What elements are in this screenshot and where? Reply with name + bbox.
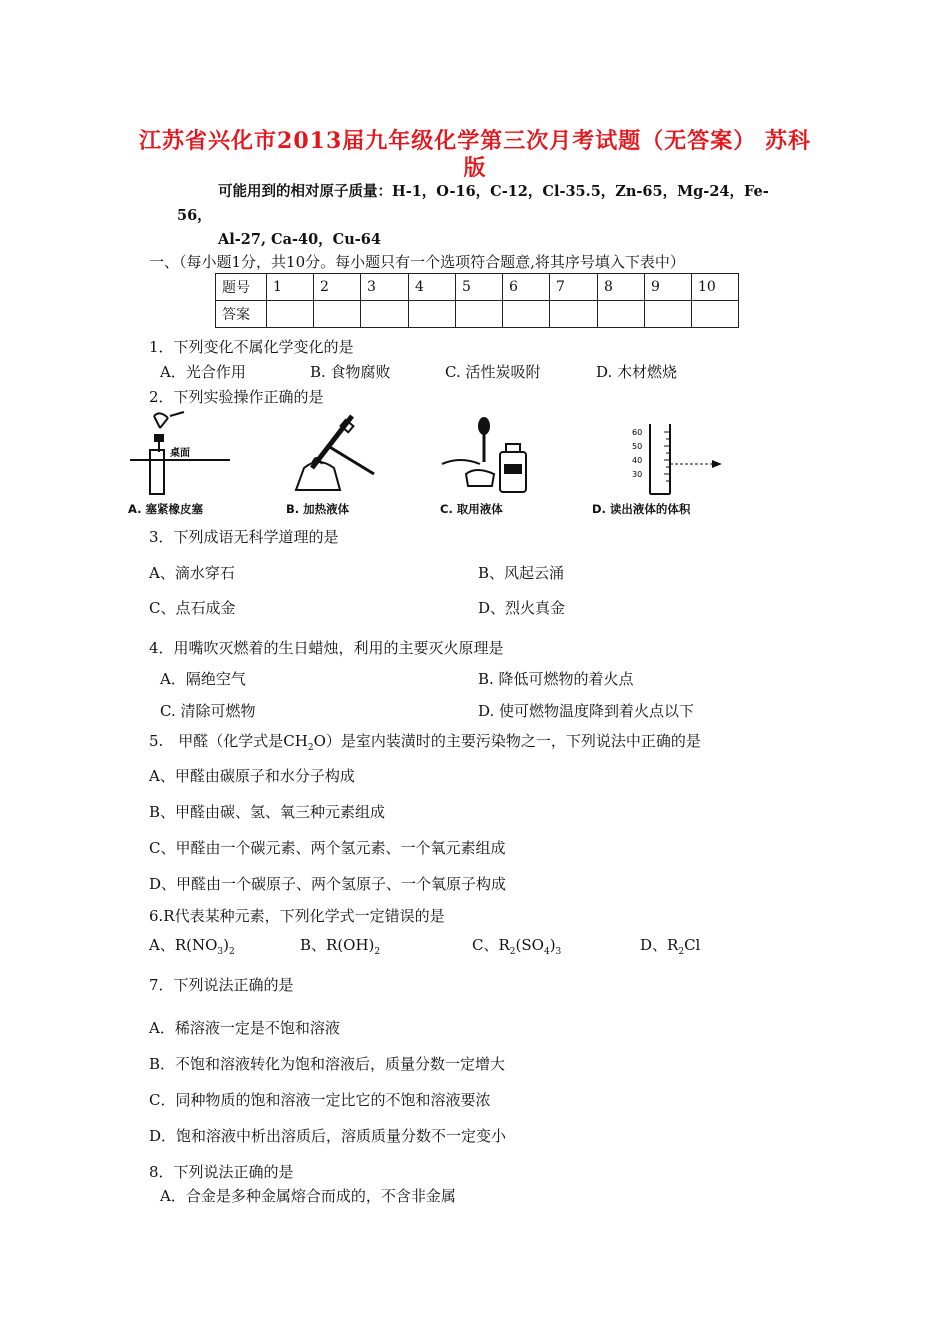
q4-option-b: B. 降低可燃物的着火点 (478, 670, 634, 688)
table-surface-label: 桌面 (170, 448, 190, 459)
formula-text: (SO (515, 936, 544, 954)
q5-option-c: C、甲醛由一个碳元素、两个氢元素、一个氧元素组成 (149, 839, 506, 857)
q1-option-b: B. 食物腐败 (310, 363, 391, 381)
q4-option-a: A．隔绝空气 (160, 670, 246, 688)
row-label-answer: 答案 (216, 301, 267, 328)
q6-option-a (149, 934, 235, 957)
q5-option-d: D、甲醛由一个碳原子、两个氢原子、一个氧原子构成 (149, 875, 507, 893)
subscript: 3 (217, 947, 224, 957)
answer-row (216, 301, 739, 328)
q4-option-c: C. 清除可燃物 (160, 702, 256, 720)
q3-stem: 3．下列成语无科学道理的是 (149, 528, 339, 546)
formula-text: Cl (684, 936, 701, 954)
number-cell: 4 (409, 274, 456, 301)
q3-option-a: A、滴水穿石 (149, 564, 235, 582)
number-cell: 6 (503, 274, 550, 301)
answer-cell[interactable] (550, 301, 598, 328)
answer-table (215, 273, 739, 328)
q8-stem: 8．下列说法正确的是 (149, 1163, 294, 1181)
q1-option-a: A．光合作用 (160, 363, 246, 381)
q4-stem: 4．用嘴吹灭燃着的生日蜡烛，利用的主要灭火原理是 (149, 639, 504, 657)
answer-cell[interactable] (361, 301, 409, 328)
question-number-row (216, 274, 739, 301)
q7-option-a: A．稀溶液一定是不饱和溶液 (149, 1019, 340, 1037)
q5-option-a: A、甲醛由碳原子和水分子构成 (149, 767, 355, 785)
q2-caption-b: B. 加热液体 (286, 502, 350, 516)
answer-cell[interactable] (409, 301, 456, 328)
subscript: 2 (678, 947, 685, 957)
atomic-masses-line2: 56， (177, 207, 212, 224)
q6-option-d (640, 934, 700, 957)
q2-caption-a: A. 塞紧橡皮塞 (128, 502, 203, 516)
formula-text: C、R (472, 936, 510, 954)
number-cell: 9 (645, 274, 692, 301)
q7-option-d: D．饱和溶液中析出溶质后，溶质质量分数不一定变小 (149, 1127, 507, 1145)
scale-label: 50 (632, 442, 643, 451)
q5-stem-text: 5. 甲醛（化学式是CH (149, 732, 308, 750)
q6-stem: 6.R代表某种元素，下列化学式一定错误的是 (149, 907, 445, 925)
q3-option-b: B、风起云涌 (478, 564, 565, 582)
answer-cell[interactable] (267, 301, 314, 328)
q5-stem (149, 730, 701, 753)
scale-label: 40 (632, 456, 643, 465)
q8-option-a: A．合金是多种金属熔合而成的，不含非金属 (160, 1187, 456, 1205)
formula-text: A、R(NO (149, 936, 218, 954)
formula-text: B、R(OH) (300, 936, 375, 954)
page-title: 江苏省兴化市2013届九年级化学第三次月考试题（无答案） 苏科 (139, 128, 811, 154)
atomic-masses-line1: 可能用到的相对原子质量：H-1，O-16，C-12，Cl-35.5，Zn-65，Mg-24，Fe- (218, 183, 769, 200)
number-cell: 8 (598, 274, 645, 301)
subscript: 4 (543, 947, 550, 957)
q3-option-d: D、烈火真金 (478, 599, 566, 617)
atomic-masses-line3: Al-27, Ca-40，Cu-64 (218, 231, 381, 248)
number-cell: 10 (692, 274, 739, 301)
q6-option-b (300, 934, 380, 957)
q1-option-c: C. 活性炭吸附 (445, 363, 541, 381)
q7-stem: 7．下列说法正确的是 (149, 976, 294, 994)
q2-caption-d: D. 读出液体的体积 (592, 502, 691, 516)
row-label-number: 题号 (216, 274, 267, 301)
figure-c-dropper (436, 408, 536, 498)
answer-cell[interactable] (456, 301, 503, 328)
figure-d-cylinder (626, 408, 736, 498)
subscript: 2 (374, 947, 381, 957)
number-cell: 7 (550, 274, 598, 301)
number-cell: 5 (456, 274, 503, 301)
subscript: 2 (307, 743, 314, 753)
answer-cell[interactable] (598, 301, 645, 328)
formula-text: ) (223, 936, 229, 954)
q6-option-c (472, 934, 561, 957)
answer-cell[interactable] (314, 301, 361, 328)
answer-cell[interactable] (503, 301, 550, 328)
number-cell: 3 (361, 274, 409, 301)
formula-text: D、R (640, 936, 679, 954)
subscript: 2 (509, 947, 516, 957)
answer-cell[interactable] (645, 301, 692, 328)
scale-label: 60 (632, 428, 643, 437)
section-heading: 一、（每小题1分，共10分。每小题只有一个选项符合题意,将其序号填入下表中） (149, 253, 685, 271)
figure-b-heating (282, 408, 382, 498)
q7-option-c: C．同种物质的饱和溶液一定比它的不饱和溶液要浓 (149, 1091, 491, 1109)
figure-a-stopper (126, 408, 236, 498)
q7-option-b: B．不饱和溶液转化为饱和溶液后，质量分数一定增大 (149, 1055, 506, 1073)
subscript: 2 (229, 947, 235, 957)
page-title-continued: 版 (463, 155, 487, 181)
subscript: 3 (555, 947, 562, 957)
q2-caption-c: C. 取用液体 (440, 502, 503, 516)
q5-stem-text-end: O）是室内装潢时的主要污染物之一，下列说法中正确的是 (313, 732, 701, 750)
q2-stem: 2．下列实验操作正确的是 (149, 388, 324, 406)
q1-option-d: D. 木材燃烧 (596, 363, 678, 381)
scale-label: 30 (632, 470, 643, 479)
formula-text: ) (549, 936, 556, 954)
q4-option-d: D. 使可燃物温度降到着火点以下 (478, 702, 695, 720)
q5-option-b: B、甲醛由碳、氢、氧三种元素组成 (149, 803, 386, 821)
q1-stem: 1．下列变化不属化学变化的是 (149, 338, 354, 356)
number-cell: 2 (314, 274, 361, 301)
answer-cell[interactable] (692, 301, 739, 328)
q3-option-c: C、点石成金 (149, 599, 236, 617)
number-cell: 1 (267, 274, 314, 301)
